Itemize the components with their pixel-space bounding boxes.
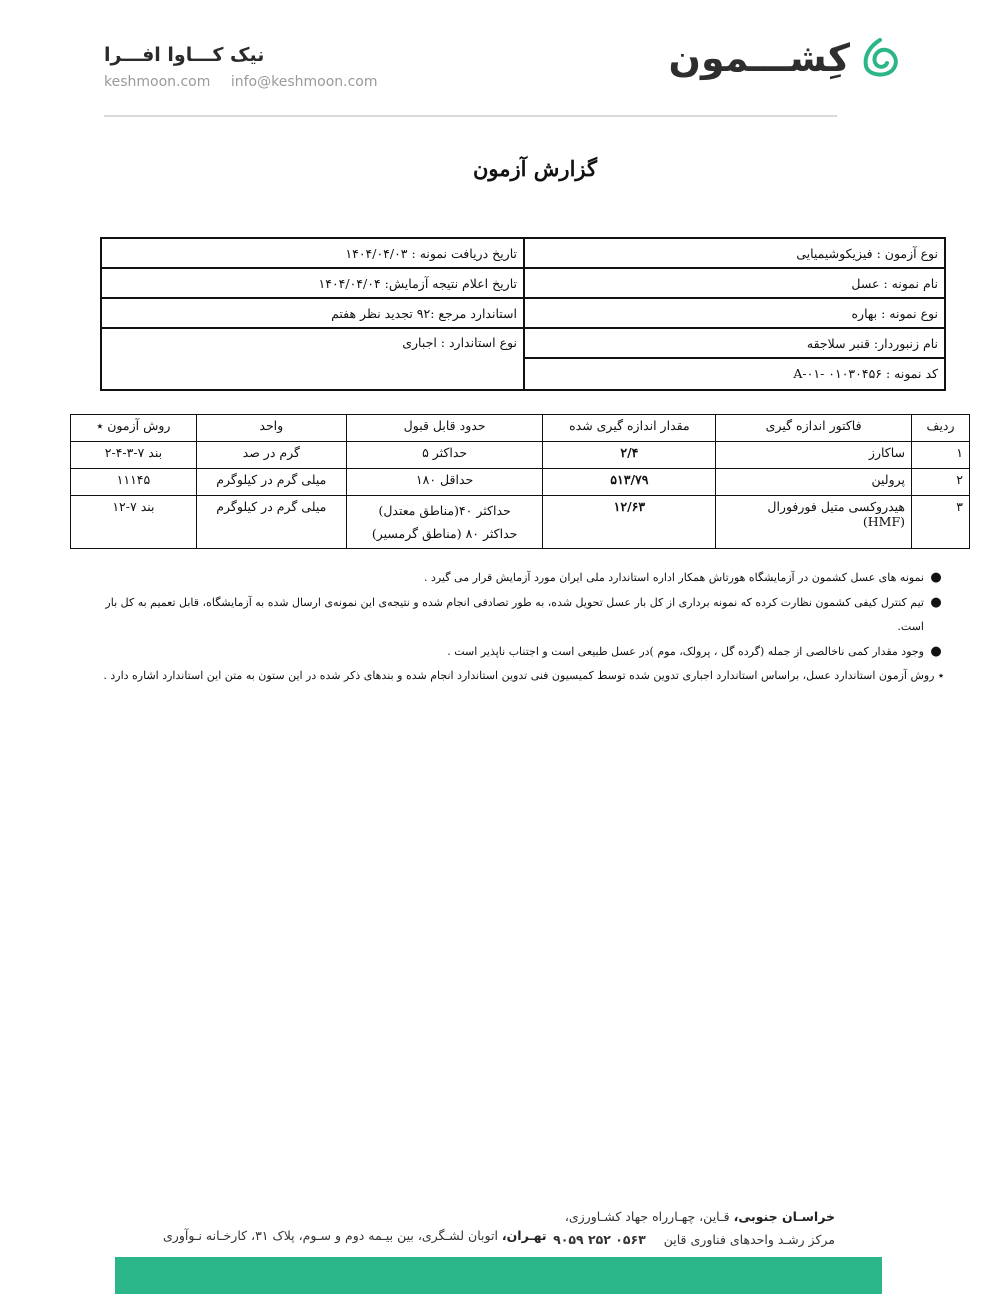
footer-address-tehran [163, 1228, 547, 1243]
note-text: نمونه های عسل کشمون در آزمایشگاه هورتاش همکار اداره استاندارد ملی ایران مورد آزمایش قرار می گیرد . [424, 571, 924, 584]
table-row [71, 496, 970, 549]
brand-name: کِشـــمون [668, 36, 850, 80]
row-limit: حداقل ۱۸۰ [346, 469, 543, 496]
contact-info [104, 74, 393, 90]
footer-address-line1 [553, 1205, 835, 1228]
email-link[interactable]: info@keshmoon.com [230, 74, 378, 90]
table-header-row [71, 415, 970, 442]
footer-center: مرکز رشـد واحدهای فناوری قاین [663, 1232, 835, 1247]
sample-info-table [100, 237, 946, 391]
footer-tehran-address: اتوبان لشـگری، بین بیـمه دوم و سـوم، پلاک ۳۱، کارخـانه نـوآوری [163, 1228, 502, 1243]
row-measured: ۵۱۳/۷۹ [543, 469, 716, 496]
row-limit-line1: حداکثر ۴۰(مناطق معتدل) [378, 503, 511, 518]
row-method: بند ۷-۳-۴-۲ [71, 442, 197, 469]
footnote: ٭ روش آزمون استاندارد عسل، براساس استاندارد اجباری تدوین شده توسط کمیسیون فنی تدوین استاندارد انجام شده و بندهای ذکر شده در این ستون به متن این استاندارد اشاره دارد . [103, 669, 944, 682]
footer-address-qaen [553, 1205, 835, 1251]
beekeeper-name: نام زنبوردار: قنبر سلاجقه [525, 329, 944, 359]
company-name: نیک کـــاوا افـــرا [104, 44, 265, 66]
sample-type: نوع نمونه : بهاره [525, 299, 944, 329]
note-text: تیم کنترل کیفی کشمون نظارت کرده که نمونه برداری از کل بار عسل تحویل شده، به طور تصادفی انجام شده و نتیجه‌ی این نمونه‌ی ارسال شده به آزمایشگاه، قابل تعمیم به کل بار است. [105, 595, 924, 633]
result-date: تاریخ اعلام نتیجه آزمایش: ۱۴۰۴/۰۴/۰۴ [102, 269, 523, 299]
sample-code: کد نمونه : A-۰۱- ۰۱۰۳۰۴۵۶ [793, 365, 938, 381]
row-factor: پرولین [716, 469, 912, 496]
col-header-factor: فاکتور اندازه گیری [716, 415, 912, 442]
row-method: بند ۷-۱۲ [71, 496, 197, 549]
row-index: ۱ [912, 442, 970, 469]
table-row [71, 442, 970, 469]
row-index: ۲ [912, 469, 970, 496]
swirl-logo-icon [860, 36, 900, 80]
row-index: ۳ [912, 496, 970, 549]
row-measured: ۲/۴ [543, 442, 716, 469]
row-factor: هیدروکسی متیل فورفورال (HMF) [716, 496, 912, 549]
receipt-date: تاریخ دریافت نمونه : ۱۴۰۴/۰۴/۰۳ [102, 239, 523, 269]
header-divider [104, 115, 837, 117]
col-header-unit: واحد [196, 415, 346, 442]
sample-info-left-column [102, 239, 523, 389]
page-title: گزارش آزمون [472, 156, 597, 181]
bullet-icon: ● [930, 643, 942, 659]
footer-province: خراسـان جنوبی، [733, 1209, 835, 1224]
sample-info-right-column [523, 239, 944, 389]
footer-street: قـاین، چهـارراه جهاد کشـاورزی، [564, 1209, 734, 1224]
row-unit: گرم در صد [196, 442, 346, 469]
col-header-limit: حدود قابل قبول [346, 415, 543, 442]
footer-city: تهـران، [501, 1228, 547, 1243]
standard-type: نوع استاندارد : اجباری [402, 335, 517, 350]
row-method: ۱۱۱۴۵ [71, 469, 197, 496]
row-factor: ساکارز [716, 442, 912, 469]
reference-standard: استاندارد مرجع :۹۲ تجدید نظر هفتم [102, 299, 523, 329]
notes-section [88, 566, 948, 689]
table-row [71, 469, 970, 496]
col-header-measured: مقدار اندازه گیری شده [543, 415, 716, 442]
note-item [88, 566, 948, 591]
footer-phone[interactable]: ۰۵۶۳ ۲۵۲ ۹۰۵۹ [553, 1232, 646, 1247]
bullet-icon: ● [930, 594, 942, 610]
row-unit: میلی گرم در کیلوگرم [196, 469, 346, 496]
col-header-method: روش آزمون ٭ [71, 415, 197, 442]
note-text: وجود مقدار کمی ناخالصی از جمله (گرده گل ، پرولک، موم )در عسل طبیعی است و اجتناب ناپذیر است . [447, 644, 924, 658]
note-item [88, 640, 948, 665]
footer-address-line2 [553, 1228, 835, 1251]
website-link[interactable]: keshmoon.com [104, 74, 211, 90]
brand-logo [669, 36, 900, 80]
test-type: نوع آزمون : فیزیکوشیمیایی [525, 239, 944, 269]
row-limit-line2: حداکثر ۸۰ (مناطق گرمسیر) [371, 526, 518, 541]
footer-green-band [115, 1257, 882, 1294]
row-unit: میلی گرم در کیلوگرم [196, 496, 346, 549]
row-limit: حداکثر ۵ [346, 442, 543, 469]
sample-name: نام نمونه : عسل [525, 269, 944, 299]
note-item [88, 591, 948, 640]
col-header-index: ردیف [912, 415, 970, 442]
results-table [70, 414, 970, 549]
row-measured: ۱۲/۶۳ [543, 496, 716, 549]
bullet-icon: ● [930, 570, 942, 585]
row-limit [346, 496, 543, 549]
